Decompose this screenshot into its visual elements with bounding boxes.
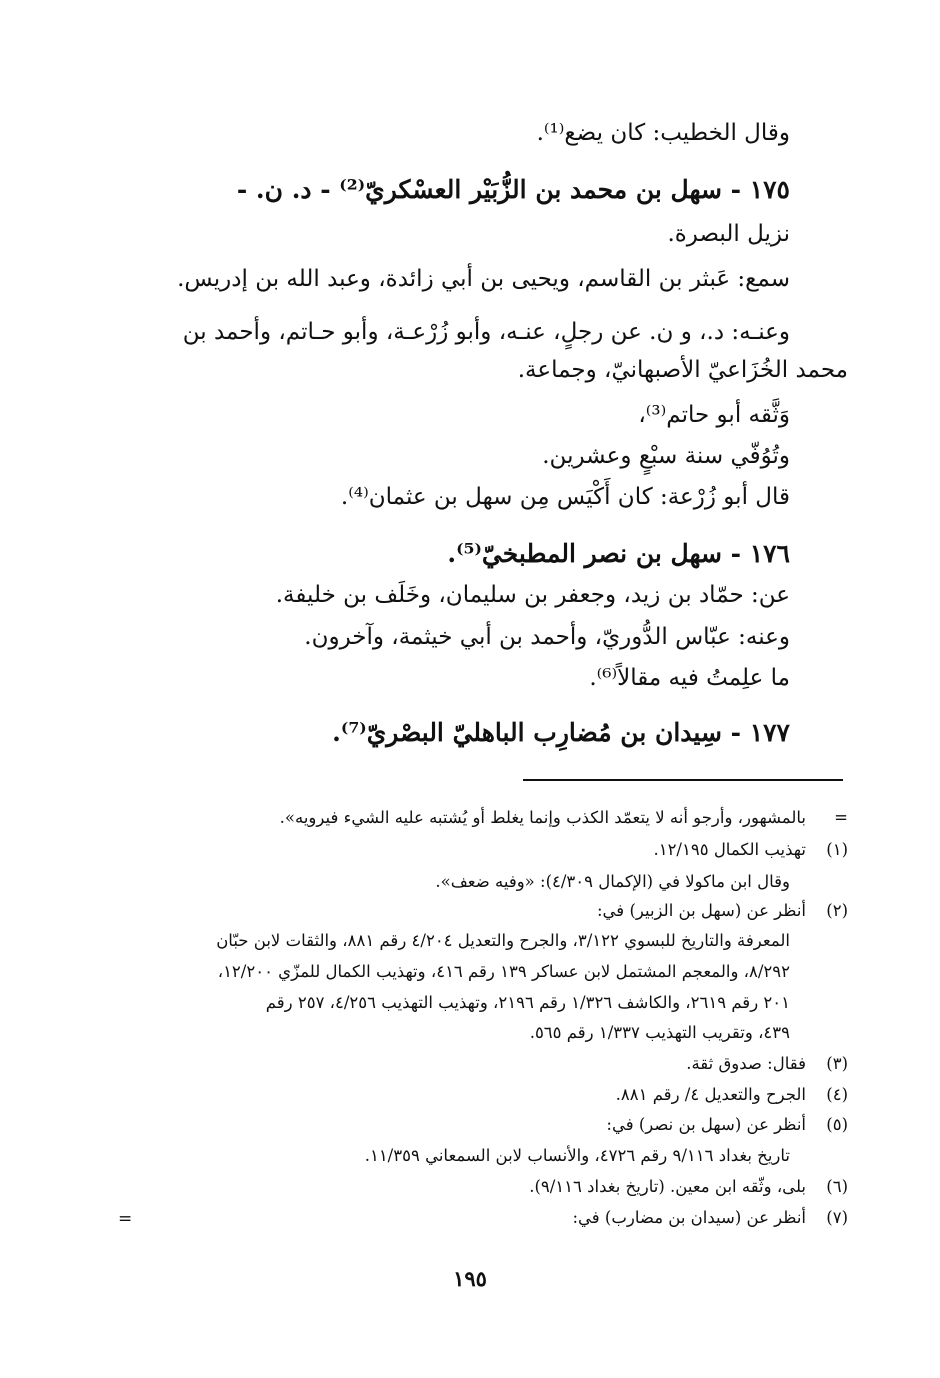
body-line: نزيل البصرة. bbox=[667, 221, 790, 247]
footnote-number: (٥) bbox=[826, 1115, 848, 1134]
body-line: وتُوُفّي سنة سبْعٍ وعشرين. bbox=[542, 443, 790, 469]
footnote-text: أنظر عن (سهل بن نصر) في: bbox=[606, 1115, 806, 1134]
footnote-line bbox=[616, 1083, 848, 1107]
footnote-line bbox=[266, 991, 790, 1015]
body-line: وعنه: عبّاس الدُّوريّ، وأحمد بن أبي خيثمة، وآخرون. bbox=[304, 624, 790, 650]
entry-heading: ١٧٥ - سهل بن محمد بن الزُّبَيْر العسْكريّ⁽²⁾ - د. ن. - bbox=[236, 175, 790, 204]
body-line: وقال الخطيب: كان يضع⁽¹⁾. bbox=[536, 120, 790, 146]
footnote-text: المعرفة والتاريخ للبسوي ٣/١٢٢، والجرح والتعديل ٤/٢٠٤ رقم ٨٨١، والثقات لابن حبّان bbox=[216, 931, 790, 950]
footnote-text: فقال: صدوق ثقة. bbox=[686, 1054, 806, 1073]
entry-heading: ١٧٧ - سِيدان بن مُضارِب الباهليّ البصْريّ⁽⁷⁾. bbox=[332, 718, 790, 747]
footnote-text: تهذيب الكمال ١٢/١٩٥. bbox=[653, 840, 806, 859]
footnote-number: (٧) bbox=[826, 1208, 848, 1227]
body-line: وعنـه: د.، و ن. عن رجلٍ، عنـه، وأبو زُرْعـة، وأبو حـاتم، وأحمد بن bbox=[182, 319, 790, 345]
footnote-number: (٣) bbox=[826, 1054, 848, 1073]
body-line: عن: حمّاد بن زيد، وجعفر بن سليمان، وخَلَف بن خليفة. bbox=[275, 582, 790, 608]
footnote-text: وقال ابن ماكولا في (الإكمال ٤/٣٠٩): «وفيه ضعف». bbox=[435, 872, 790, 891]
footnote-line bbox=[653, 838, 848, 862]
footnote-text: بلى، وثّقه ابن معين. (تاريخ بغداد ٩/١١٦). bbox=[529, 1177, 806, 1196]
footnote-number: (٦) bbox=[826, 1177, 848, 1196]
footnote-number: (٤) bbox=[826, 1085, 848, 1104]
footnote-text: بالمشهور، وأرجو أنه لا يتعمّد الكذب وإنما يغلط أو يُشتبه عليه الشيء فيرويه». bbox=[279, 808, 806, 827]
footnote-line bbox=[530, 1021, 790, 1045]
footnote-line bbox=[218, 960, 790, 984]
footnote-text: تاريخ بغداد ٩/١١٦ رقم ٤٧٢٦، والأنساب لابن السمعاني ١١/٣٥٩. bbox=[364, 1146, 790, 1165]
footnote-line bbox=[216, 929, 790, 953]
footnote-text: ٤٣٩، وتقريب التهذيب ١/٣٣٧ رقم ٥٦٥. bbox=[529, 1023, 790, 1042]
entry-heading: ١٧٦ - سهل بن نصر المطبخيّ⁽⁵⁾. bbox=[447, 539, 790, 568]
footnote-line bbox=[572, 1206, 848, 1230]
footnote-line bbox=[365, 1144, 790, 1168]
footnote-line bbox=[686, 1052, 848, 1076]
footnote-text: أنظر عن (سهل بن الزبير) في: bbox=[597, 901, 806, 920]
body-line: وَثَّقه أبو حاتم⁽³⁾، bbox=[638, 402, 790, 428]
footnote-number: = bbox=[834, 808, 848, 827]
footnote-text: الجرح والتعديل ٤/ رقم ٨٨١. bbox=[615, 1085, 806, 1104]
footnote-line bbox=[606, 1113, 848, 1137]
footnote-line bbox=[597, 899, 848, 923]
footnote-number: (٢) bbox=[826, 901, 848, 920]
continuation-mark: = bbox=[118, 1209, 133, 1229]
page-number: ١٩٥ bbox=[453, 1266, 487, 1291]
footnote-text: ٨/٢٩٢، والمعجم المشتمل لابن عساكر ١٣٩ رقم ٤١٦، وتهذيب الكمال للمزّي ١٢/٢٠٠، bbox=[217, 962, 790, 981]
body-line: سمع: عَبثر بن القاسم، ويحيى بن أبي زائدة، وعبد الله بن إدريس. bbox=[177, 266, 790, 292]
footnote-number: (١) bbox=[826, 840, 848, 859]
footnote-text: أنظر عن (سيدان بن مضارب) في: bbox=[572, 1208, 806, 1227]
footnote-rule bbox=[523, 779, 843, 781]
body-line: ما علِمتُ فيه مقالاً⁽⁶⁾. bbox=[589, 665, 790, 691]
footnote-line bbox=[529, 1175, 848, 1199]
footnote-line bbox=[280, 806, 848, 830]
footnote-text: ٢٠١ رقم ٢٦١٩، والكاشف ١/٣٢٦ رقم ٢١٩٦، وتهذيب التهذيب ٤/٢٥٦، ٢٥٧ رقم bbox=[265, 993, 790, 1012]
footnote-line bbox=[435, 870, 790, 894]
body-line: محمد الخُزَاعيّ الأصبهانيّ، وجماعة. bbox=[517, 357, 848, 383]
body-line: قال أبو زُرْعة: كان أَكْيَس مِن سهل بن عثمان⁽⁴⁾. bbox=[340, 484, 790, 510]
